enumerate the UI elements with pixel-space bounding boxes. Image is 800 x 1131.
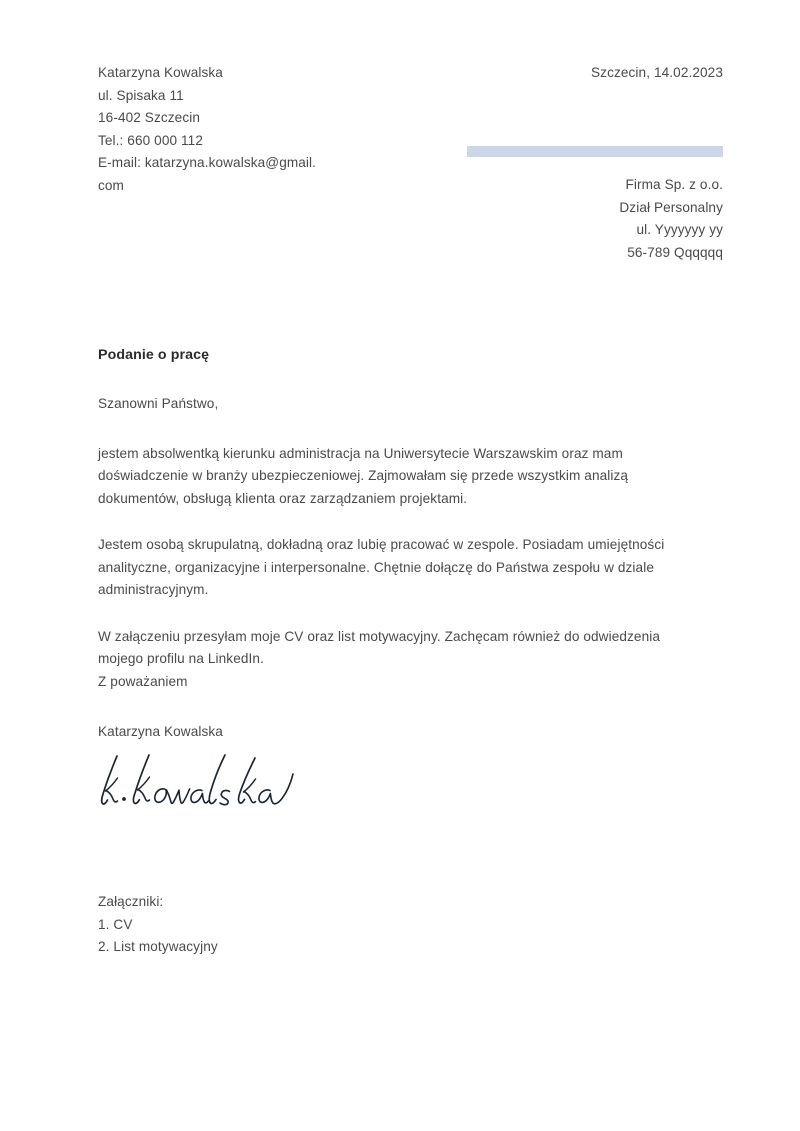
letter-body (98, 344, 706, 671)
letter-date: Szczecin, 14.02.2023 (591, 65, 723, 80)
attachments-heading: Załączniki: (98, 894, 164, 909)
sender-street: ul. Spisaka 11 (98, 87, 184, 103)
recipient-city: 56-789 Qqqqqq (627, 244, 723, 260)
closing-signer-name: Katarzyna Kowalska (98, 723, 223, 739)
recipient-company: Firma Sp. z o.o. (625, 177, 723, 192)
sender-email-part-2: com (98, 177, 124, 193)
sender-name: Katarzyna Kowalska (98, 65, 223, 80)
letter-salutation: Szanowni Państwo, (98, 396, 219, 411)
recipient-department: Dział Personalny (619, 199, 723, 215)
decorative-highlight-bar (467, 146, 723, 157)
attachments-block (98, 891, 498, 959)
sender-address-block (98, 62, 348, 197)
recipient-address-block (423, 174, 723, 264)
closing-phrase: Z poważaniem (98, 674, 188, 689)
attachment-item-1: 1. CV (98, 916, 133, 932)
letter-paragraph-1: jestem absolwentką kierunku administracja na Uniwersytecie Warszawskim oraz mam doświadczenie w branży ubezpieczeniowej. Zajmowałam się przede wszystkim analizą dokumentów, obsługą klienta oraz zarządzaniem projektami. (98, 445, 629, 506)
letter-title: Podanie o pracę (98, 347, 210, 363)
sender-phone: Tel.: 660 000 112 (98, 132, 203, 148)
sender-city: 16-402 Szczecin (98, 110, 200, 125)
letter-paragraph-2: Jestem osobą skrupulatną, dokładną oraz lubię pracować w zespole. Posiadam umiejętności analityczne, organizacyjne i interpersonalne. Chętnie dołączę do Państwa zespołu w dziale administracyjnym. (98, 537, 665, 597)
attachment-item-2: 2. List motywacyjny (98, 939, 218, 954)
letter-paragraph-3: W załączeniu przesyłam moje CV oraz list motywacyjny. Zachęcam również do odwiedzenia mojego profilu na LinkedIn. (98, 628, 661, 666)
letter-closing (98, 671, 498, 743)
recipient-street: ul. Yyyyyyy yy (636, 222, 723, 237)
handwritten-signature (92, 748, 307, 814)
sender-email-part-1: E-mail: katarzyna.kowalska@gmail. (98, 155, 317, 170)
